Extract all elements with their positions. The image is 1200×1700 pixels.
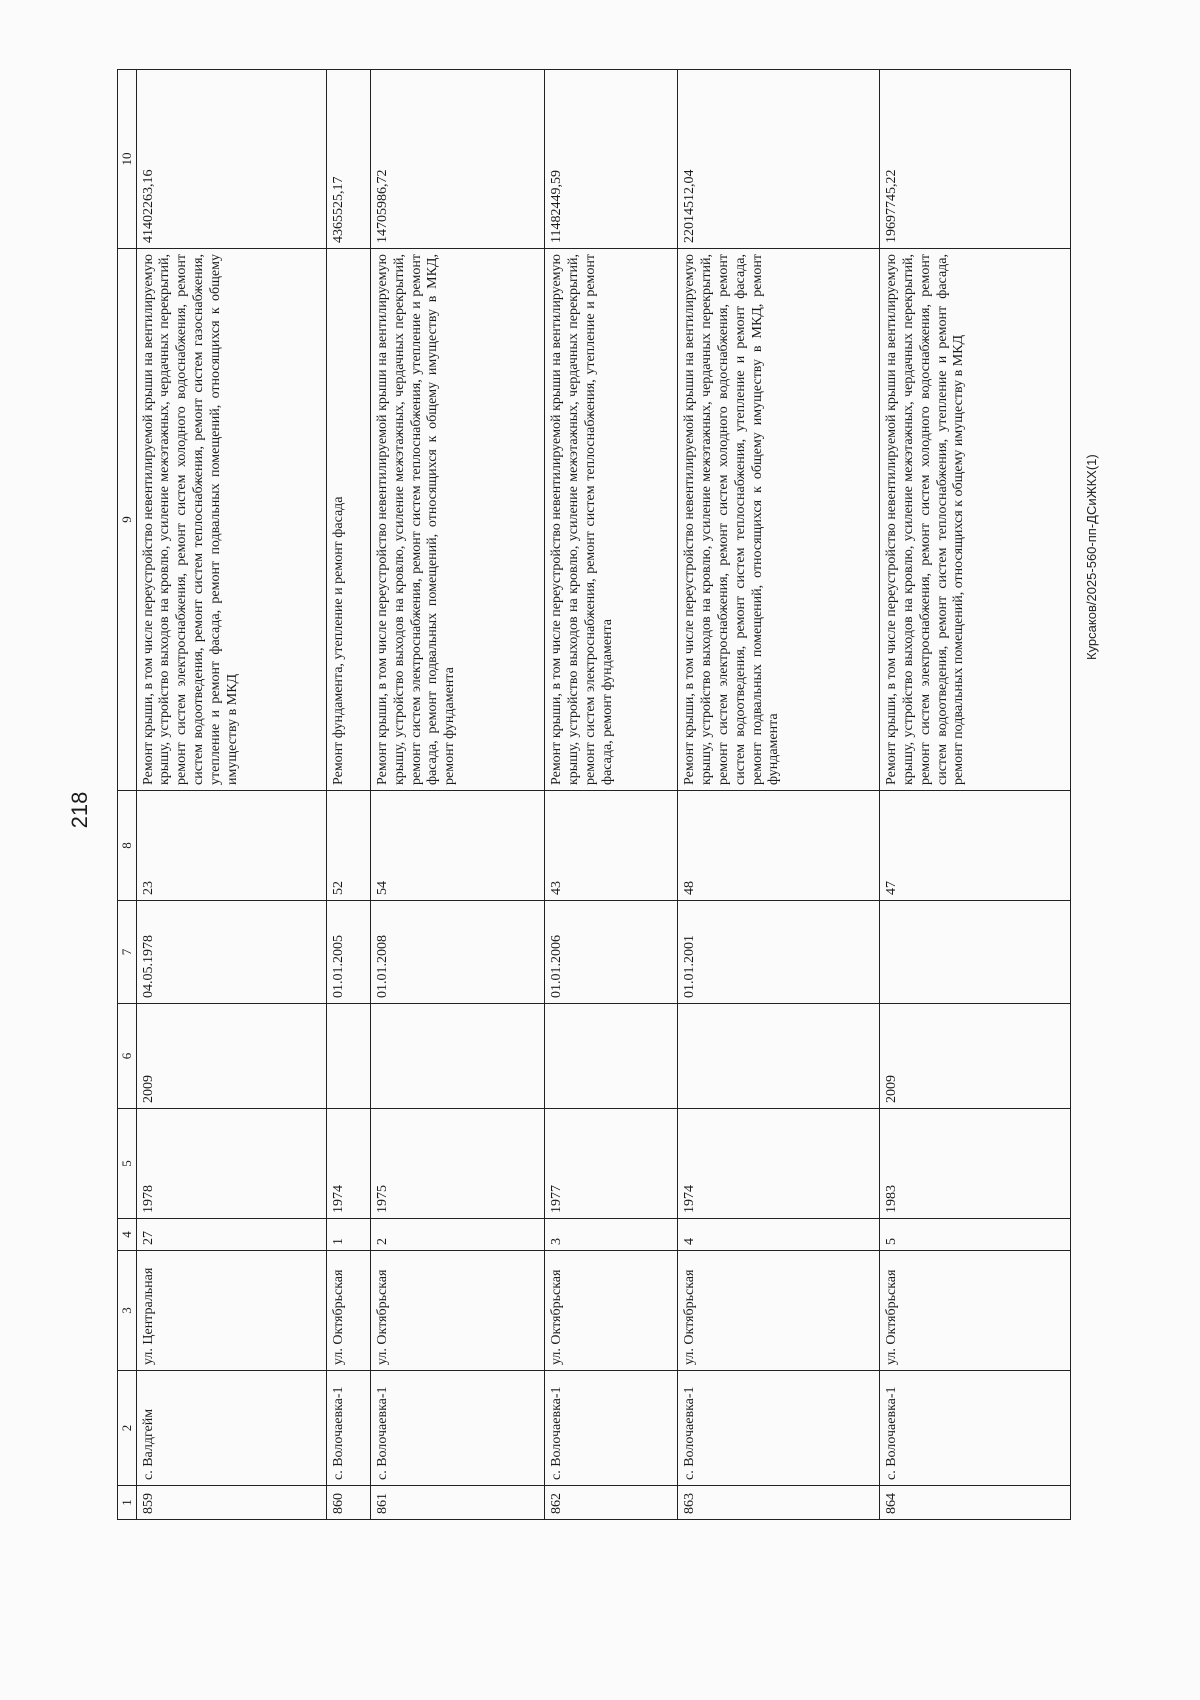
- table-container: [117, 70, 1071, 1520]
- year-built: 1974: [327, 1109, 371, 1219]
- count: 48: [678, 791, 880, 901]
- column-header: 10: [118, 70, 137, 249]
- table-row: [327, 70, 371, 1520]
- table-row: [136, 70, 327, 1520]
- column-header: 6: [118, 1004, 137, 1109]
- row-number: 864: [880, 1486, 1071, 1520]
- repair-schedule-table: [117, 69, 1071, 1520]
- settlement: с. Волочаевка-1: [545, 1371, 678, 1486]
- document-reference: Курсаков/2025-560-пп-ДСиЖКХ(1): [1084, 454, 1099, 660]
- date: 04.05.1978: [136, 901, 327, 1004]
- year-overhaul: 2009: [880, 1004, 1071, 1109]
- street: ул. Октябрьская: [327, 1251, 371, 1371]
- settlement: с. Волочаевка-1: [678, 1371, 880, 1486]
- row-number: 863: [678, 1486, 880, 1520]
- column-header: 3: [118, 1251, 137, 1371]
- column-header: 5: [118, 1109, 137, 1219]
- header-row: [118, 70, 137, 1520]
- year-built: 1983: [880, 1109, 1071, 1219]
- house-number: 4: [678, 1219, 880, 1251]
- column-header: 9: [118, 249, 137, 791]
- column-header: 4: [118, 1219, 137, 1251]
- count: 43: [545, 791, 678, 901]
- settlement: с. Волочаевка-1: [327, 1371, 371, 1486]
- date: 01.01.2001: [678, 901, 880, 1004]
- street: ул. Центральная: [136, 1251, 327, 1371]
- table-row: [545, 70, 678, 1520]
- date: 01.01.2006: [545, 901, 678, 1004]
- cost: 4365525,17: [327, 70, 371, 249]
- works-description: Ремонт крыши, в том числе переустройство невентилируемой крыши на вентилируемую крышу, устройство выходов на кровлю, усиление межэтажных, чердачных перекрытий, ремонт систем электроснабжения, ремонт систем холодного водоснабжения, ремонт систем водоотведения, ремонт систем теплоснабжения, утепление и ремонт фасада, ремонт подвальных помещений, относящихся к общему имуществу в МКД, ремонт фундамента: [678, 249, 880, 791]
- year-built: 1977: [545, 1109, 678, 1219]
- date: 01.01.2005: [327, 901, 371, 1004]
- row-number: 861: [371, 1486, 545, 1520]
- settlement: с. Валдгейм: [136, 1371, 327, 1486]
- table-row: [880, 70, 1071, 1520]
- count: 52: [327, 791, 371, 901]
- works-description: Ремонт фундамента, утепление и ремонт фасада: [327, 249, 371, 791]
- year-overhaul: [678, 1004, 880, 1109]
- count: 23: [136, 791, 327, 901]
- cost: 14705986,72: [371, 70, 545, 249]
- street: ул. Октябрьская: [371, 1251, 545, 1371]
- row-number: 860: [327, 1486, 371, 1520]
- count: 47: [880, 791, 1071, 901]
- works-description: Ремонт крыши, в том числе переустройство невентилируемой крыши на вентилируемую крышу, устройство выходов на кровлю, усиление межэтажных, чердачных перекрытий, ремонт систем электроснабжения, ремонт систем холодного водоснабжения, ремонт систем водоотведения, ремонт систем теплоснабжения, утепление и ремонт фасада, ремонт подвальных помещений, относящихся к общему имуществу в МКД: [880, 249, 1071, 791]
- year-overhaul: [327, 1004, 371, 1109]
- column-header: 7: [118, 901, 137, 1004]
- cost: 11482449,59: [545, 70, 678, 249]
- cost: 41402263,16: [136, 70, 327, 249]
- cost: 19697745,22: [880, 70, 1071, 249]
- column-header: 2: [118, 1371, 137, 1486]
- cost: 22014512,04: [678, 70, 880, 249]
- row-number: 862: [545, 1486, 678, 1520]
- year-built: 1975: [371, 1109, 545, 1219]
- works-description: Ремонт крыши, в том числе переустройство невентилируемой крыши на вентилируемую крышу, устройство выходов на кровлю, усиление межэтажных, чердачных перекрытий, ремонт систем электроснабжения, ремонт систем теплоснабжения, утепление и ремонт фасада, ремонт фундамента: [545, 249, 678, 791]
- date: 01.01.2008: [371, 901, 545, 1004]
- column-header: 8: [118, 791, 137, 901]
- year-overhaul: [371, 1004, 545, 1109]
- column-header: 1: [118, 1486, 137, 1520]
- table-row: [371, 70, 545, 1520]
- house-number: 3: [545, 1219, 678, 1251]
- works-description: Ремонт крыши, в том числе переустройство невентилируемой крыши на вентилируемую крышу, устройство выходов на кровлю, усиление межэтажных, чердачных перекрытий, ремонт систем электроснабжения, ремонт систем теплоснабжения, утепление и ремонт фасада, ремонт подвальных помещений, относящихся к общему имуществу в МКД, ремонт фундамента: [371, 249, 545, 791]
- year-overhaul: 2009: [136, 1004, 327, 1109]
- settlement: с. Волочаевка-1: [880, 1371, 1071, 1486]
- street: ул. Октябрьская: [880, 1251, 1071, 1371]
- street: ул. Октябрьская: [678, 1251, 880, 1371]
- page-number: 218: [67, 791, 92, 829]
- house-number: 1: [327, 1219, 371, 1251]
- works-description: Ремонт крыши, в том числе переустройство невентилируемой крыши на вентилируемую крышу, устройство выходов на кровлю, усиление межэтажных, чердачных перекрытий, ремонт систем электроснабжения, ремонт систем холодного водоснабжения, ремонт систем водоотведения, ремонт систем теплоснабжения, ремонт систем газоснабжения, утепление и ремонт фасада, ремонт подвальных помещений, относящихся к общему имуществу в МКД: [136, 249, 327, 791]
- year-overhaul: [545, 1004, 678, 1109]
- row-number: 859: [136, 1486, 327, 1520]
- street: ул. Октябрьская: [545, 1251, 678, 1371]
- house-number: 5: [880, 1219, 1071, 1251]
- table-row: [678, 70, 880, 1520]
- year-built: 1978: [136, 1109, 327, 1219]
- settlement: с. Волочаевка-1: [371, 1371, 545, 1486]
- date: [880, 901, 1071, 1004]
- house-number: 27: [136, 1219, 327, 1251]
- year-built: 1974: [678, 1109, 880, 1219]
- house-number: 2: [371, 1219, 545, 1251]
- count: 54: [371, 791, 545, 901]
